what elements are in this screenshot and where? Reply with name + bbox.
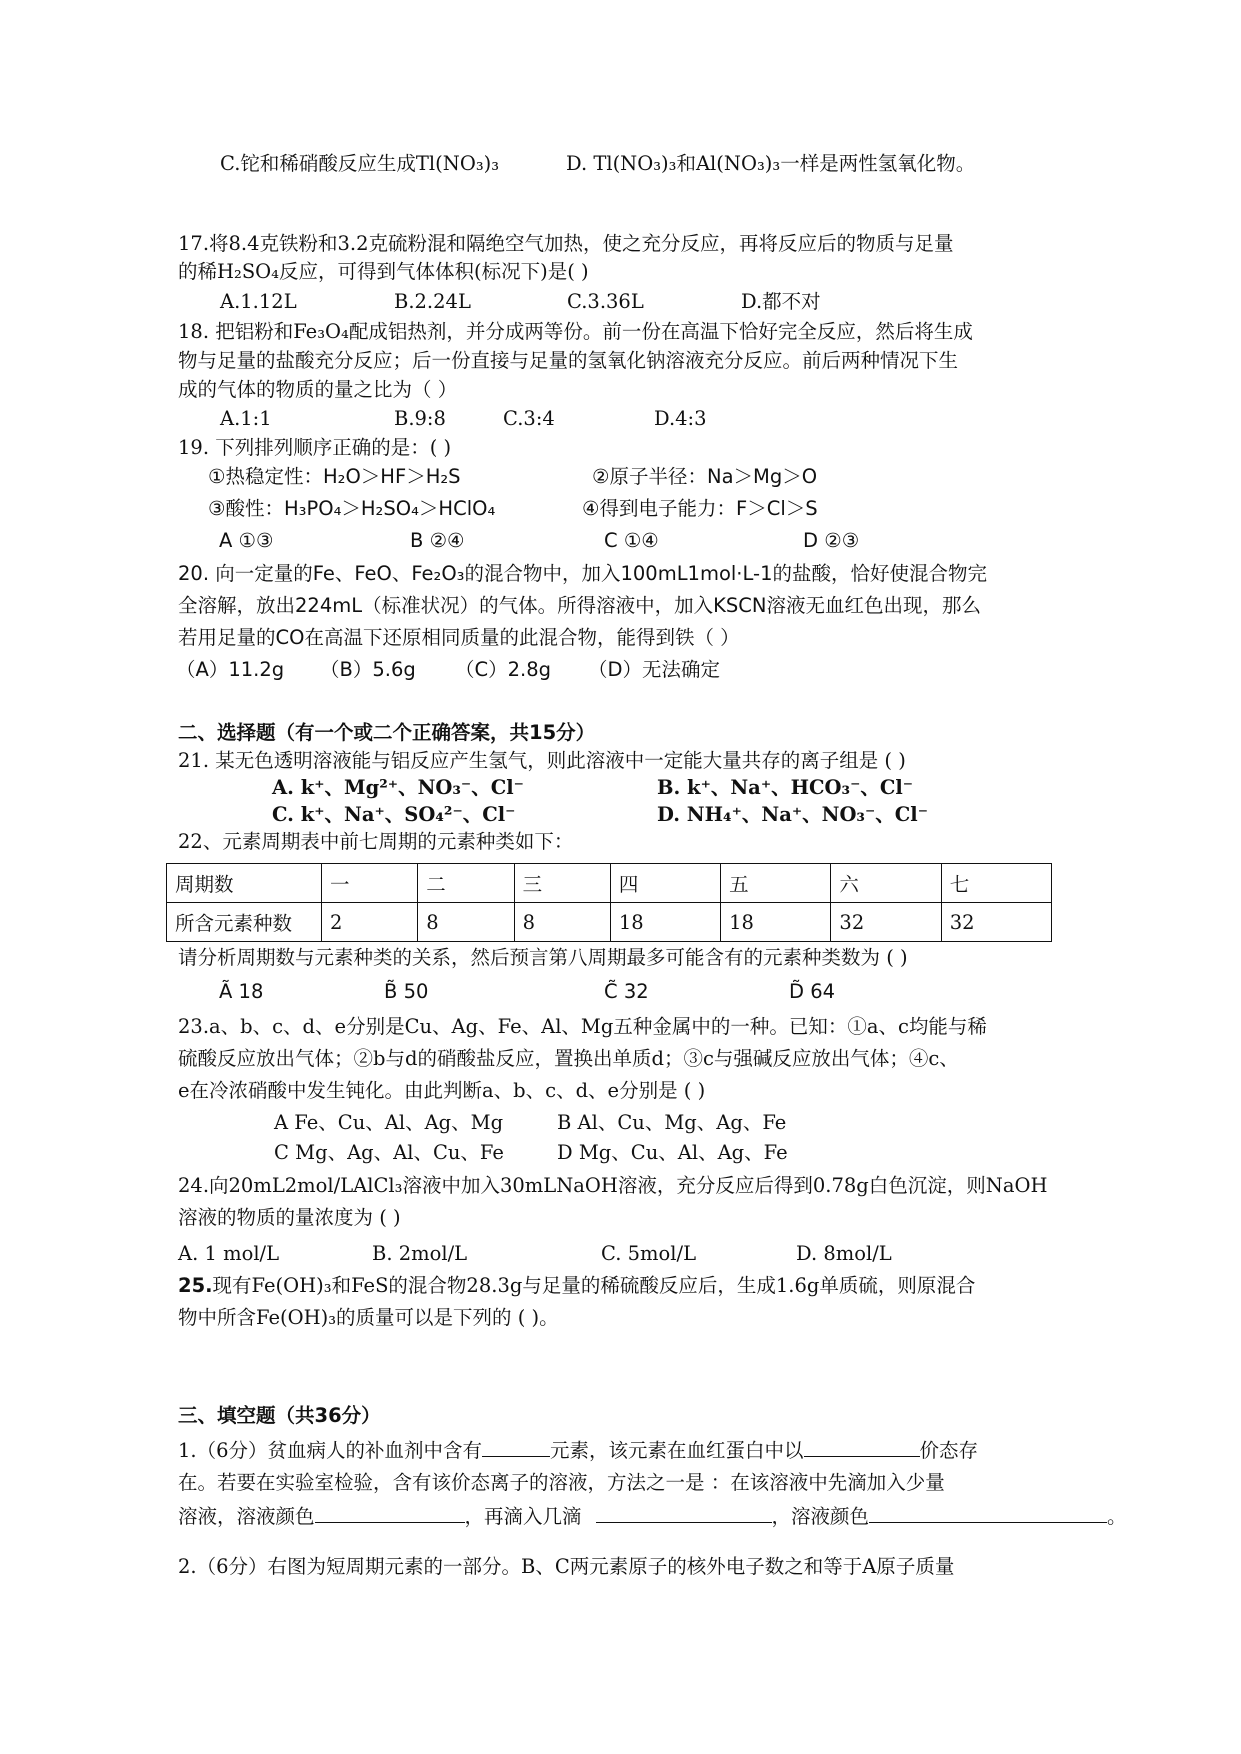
fill-1-text: ，溶液颜色: [771, 1505, 870, 1528]
answer-blank[interactable]: [869, 1502, 1107, 1523]
q22-option-a: Ã 18: [219, 980, 264, 1003]
q21-option-c: C. k⁺、Na⁺、SO₄²⁻、Cl⁻: [272, 803, 516, 826]
q20-line-1: 20. 向一定量的Fe、FeO、Fe₂O₃的混合物中，加入100mL1mol·L-1的盐酸，恰好使混合物完: [178, 562, 987, 585]
q25-number: 25.: [178, 1274, 213, 1297]
q17-option-c: C.3.36L: [567, 290, 644, 313]
fill-1-text: 溶液，溶液颜色: [178, 1505, 315, 1528]
q21-stem: 21. 某无色透明溶液能与铝反应产生氢气，则此溶液中一定能大量共存的离子组是 ( ): [178, 749, 906, 772]
table-cell: 32: [831, 903, 941, 942]
q21-option-d: D. NH₄⁺、Na⁺、NO₃⁻、Cl⁻: [657, 803, 928, 826]
q24-line-2: 溶液的物质的量浓度为 ( ): [178, 1206, 401, 1229]
q23-line-3: e在冷浓硝酸中发生钝化。由此判断a、b、c、d、e分别是 ( ): [178, 1079, 706, 1102]
q22-option-d: D̃ 64: [789, 980, 836, 1003]
q16-option-d: D. Tl(NO₃)₃和Al(NO₃)₃一样是两性氢氧化物。: [566, 152, 976, 175]
table-cell: 所含元素种数: [167, 903, 322, 942]
q16-option-c: C.铊和稀硝酸反应生成Tl(NO₃)₃: [220, 152, 500, 175]
q17-option-b: B.2.24L: [394, 290, 471, 313]
fill-1-text: 元素，该元素在血红蛋白中以: [550, 1439, 804, 1462]
q20-line-3: 若用足量的CO在高温下还原相同质量的此混合物，能得到铁（ ）: [178, 626, 740, 649]
q20-option-a: （A）11.2g: [176, 658, 285, 681]
q25-line-1: [178, 1272, 975, 1300]
q25-line-2: 物中所含Fe(OH)₃的质量可以是下列的 ( )。: [178, 1306, 559, 1329]
table-cell: 三: [514, 864, 610, 903]
q18-option-c: C.3:4: [503, 407, 555, 430]
q23-line-1: 23.a、b、c、d、e分别是Cu、Ag、Fe、Al、Mg五种金属中的一种。已知：①a、c均能与稀: [178, 1015, 987, 1038]
q23-option-b: B Al、Cu、Mg、Ag、Fe: [557, 1111, 787, 1134]
q19-option-c: C ①④: [604, 529, 659, 552]
q19-option-d: D ②③: [803, 529, 860, 552]
q19-item-4: ④得到电子能力：F＞Cl＞S: [582, 497, 818, 520]
q17-line-2: 的稀H₂SO₄反应，可得到气体体积(标况下)是( ): [178, 260, 589, 283]
q23-line-2: 硫酸反应放出气体；②b与d的硝酸盐反应，置换出单质d；③c与强碱反应放出气体；④c、: [178, 1047, 959, 1070]
table-cell: 五: [721, 864, 831, 903]
q17-option-d: D.都不对: [741, 290, 821, 313]
q18-line-3: 成的气体的物质的量之比为（ ）: [178, 378, 458, 401]
answer-blank[interactable]: [482, 1436, 550, 1457]
fill-1-line-3: [178, 1502, 1127, 1531]
q23-option-a: A Fe、Cu、Al、Ag、Mg: [274, 1111, 504, 1134]
answer-blank[interactable]: [804, 1436, 920, 1457]
q22-option-c: C̃ 32: [604, 980, 649, 1003]
q18-option-d: D.4:3: [654, 407, 707, 430]
table-cell: 2: [322, 903, 418, 942]
q21-option-a: A. k⁺、Mg²⁺、NO₃⁻、Cl⁻: [272, 776, 524, 799]
q21-option-b: B. k⁺、Na⁺、HCO₃⁻、Cl⁻: [657, 776, 914, 799]
q24-option-a: A. 1 mol/L: [178, 1242, 280, 1265]
answer-blank[interactable]: [315, 1502, 465, 1523]
q19-option-b: B ②④: [410, 529, 465, 552]
q20-option-d: （D）无法确定: [588, 658, 721, 681]
table-row-header: [167, 864, 1052, 903]
q19-item-1: ①热稳定性：H₂O＞HF＞H₂S: [208, 465, 461, 488]
q23-option-c: C Mg、Ag、Al、Cu、Fe: [274, 1141, 504, 1164]
q24-option-c: C. 5mol/L: [601, 1242, 697, 1265]
q19-item-2: ②原子半径：Na＞Mg＞O: [592, 465, 818, 488]
fill-2-line-1: 2.（6分）右图为短周期元素的一部分。B、C两元素原子的核外电子数之和等于A原子质量: [178, 1555, 955, 1578]
q18-option-a: A.1:1: [220, 407, 272, 430]
table-cell: 四: [610, 864, 720, 903]
q20-line-2: 全溶解，放出224mL（标准状况）的气体。所得溶液中，加入KSCN溶液无血红色出现，那么: [178, 594, 981, 617]
section-3-heading: 三、填空题（共36分）: [178, 1404, 381, 1427]
q20-option-c: （C）2.8g: [455, 658, 552, 681]
q19-stem: 19. 下列排列顺序正确的是：( ): [178, 436, 452, 459]
q17-line-1: 17.将8.4克铁粉和3.2克硫粉混和隔绝空气加热，使之充分反应，再将反应后的物质与足量: [178, 232, 954, 255]
table-cell: 七: [941, 864, 1051, 903]
q22-option-b: B̃ 50: [384, 980, 429, 1003]
period-element-table: [166, 863, 1052, 942]
q22-question: 请分析周期数与元素种类的关系，然后预言第八周期最多可能含有的元素种类数为 ( ): [178, 946, 908, 969]
q20-option-b: （B）5.6g: [320, 658, 416, 681]
q17-option-a: A.1.12L: [220, 290, 297, 313]
table-cell: 周期数: [167, 864, 322, 903]
table-cell: 8: [418, 903, 514, 942]
fill-1-line-1: [178, 1436, 978, 1465]
table-cell: 一: [322, 864, 418, 903]
table-cell: 18: [610, 903, 720, 942]
table-cell: 32: [941, 903, 1051, 942]
q18-line-2: 物与足量的盐酸充分反应；后一份直接与足量的氢氧化钠溶液充分反应。前后两种情况下生: [178, 349, 959, 372]
fill-1-line-2: 在。若要在实验室检验，含有该价态离子的溶液，方法之一是 ：在该溶液中先滴加入少量: [178, 1471, 945, 1494]
fill-1-text: 1.（6分）贫血病人的补血剂中含有: [178, 1439, 483, 1462]
q22-stem: 22、元素周期表中前七周期的元素种类如下：: [178, 830, 574, 853]
fill-1-text: ，再滴入几滴: [464, 1505, 582, 1528]
table-row-values: [167, 903, 1052, 942]
q24-option-d: D. 8mol/L: [796, 1242, 892, 1265]
table-cell: 二: [418, 864, 514, 903]
q23-option-d: D Mg、Cu、Al、Ag、Fe: [557, 1141, 788, 1164]
answer-blank[interactable]: [596, 1502, 772, 1523]
fill-1-text: 。: [1107, 1505, 1127, 1528]
q19-item-3: ③酸性：H₃PO₄＞H₂SO₄＞HClO₄: [208, 497, 496, 520]
table-cell: 六: [831, 864, 941, 903]
section-2-heading: 二、选择题（有一个或二个正确答案，共15分）: [178, 721, 596, 744]
q25-text: 现有Fe(OH)₃和FeS的混合物28.3g与足量的稀硫酸反应后，生成1.6g单质硫，则原混合: [212, 1274, 976, 1297]
table-cell: 18: [721, 903, 831, 942]
q24-line-1: 24.向20mL2mol/LAlCl₃溶液中加入30mLNaOH溶液，充分反应后得到0.78g白色沉淀，则NaOH: [178, 1174, 1048, 1197]
q19-option-a: A ①③: [219, 529, 274, 552]
fill-1-text: 价态存: [919, 1439, 979, 1462]
table-cell: 8: [514, 903, 610, 942]
q18-line-1: 18. 把铝粉和Fe₃O₄配成铝热剂，并分成两等份。前一份在高温下恰好完全反应，然后将生成: [178, 320, 973, 343]
q18-option-b: B.9:8: [394, 407, 446, 430]
q24-option-b: B. 2mol/L: [372, 1242, 468, 1265]
